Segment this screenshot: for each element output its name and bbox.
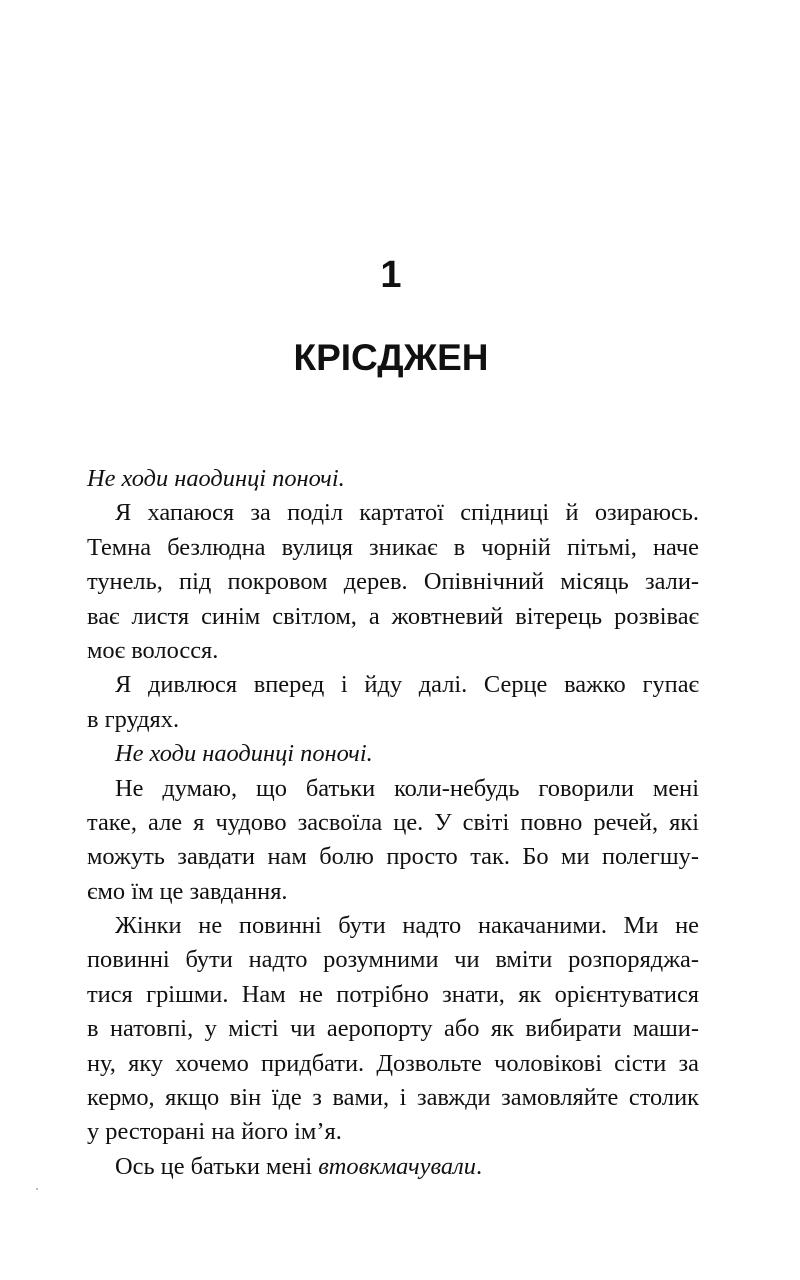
- text-line: Я хапаюся за поділ картатої спідниці й озираюсь.: [115, 499, 699, 527]
- text-line: ває листя синім світлом, а жовтневий вітерець розвіває: [87, 602, 699, 630]
- emphasized-word: втовкмачували: [318, 1152, 476, 1180]
- text-line: [87, 1150, 699, 1184]
- chapter-body-text: [87, 462, 699, 1184]
- text-line: можуть завдати нам болю просто так. Бо ми полегшу-: [87, 843, 699, 871]
- text-line: Не думаю, що батьки коли-небудь говорили мені: [115, 774, 699, 802]
- text-line: тунель, під покровом дерев. Опівнічний місяць зали-: [87, 568, 699, 596]
- scan-dot: [36, 1188, 38, 1190]
- text-line: Я дивлюся вперед і йду далі. Серце важко гупає: [115, 671, 699, 699]
- text-line: Не ходи наодинці поночі.: [115, 740, 373, 768]
- text-line: Не ходи наодинці поночі.: [87, 465, 345, 492]
- text-line: в натовпі, у місті чи аеропорту або як вибирати маши-: [87, 1015, 699, 1043]
- chapter-title: КРІСДЖЕН: [293, 337, 489, 378]
- chapter-number: 1: [380, 254, 402, 296]
- text-line: ну, яку хочемо придбати. Дозвольте чоловікові сісти за: [87, 1049, 699, 1077]
- text-line: в грудях.: [87, 705, 180, 733]
- text-line: у ресторані на його ім’я.: [87, 1118, 342, 1146]
- text-line: таке, але я чудово засвоїла це. У світі повно речей, які: [87, 808, 699, 836]
- text-line: Жінки не повинні бути надто накачаними. Ми не: [115, 912, 699, 940]
- text-line: Темна безлюдна вулиця зникає в чорній пітьмі, наче: [87, 533, 699, 561]
- text-line: ємо їм це завдання.: [87, 877, 288, 905]
- text-line: повинні бути надто розумними чи вміти розпоряджа-: [87, 946, 699, 974]
- text-line: моє волосся.: [87, 636, 219, 664]
- text-line-suffix: .: [475, 1152, 483, 1180]
- text-line: кермо, якщо він їде з вами, і завжди замовляйте столик: [87, 1084, 699, 1112]
- text-line: тися грішми. Нам не потрібно знати, як орієнтуватися: [87, 980, 699, 1008]
- text-line-prefix: Ось це батьки мені: [115, 1152, 319, 1180]
